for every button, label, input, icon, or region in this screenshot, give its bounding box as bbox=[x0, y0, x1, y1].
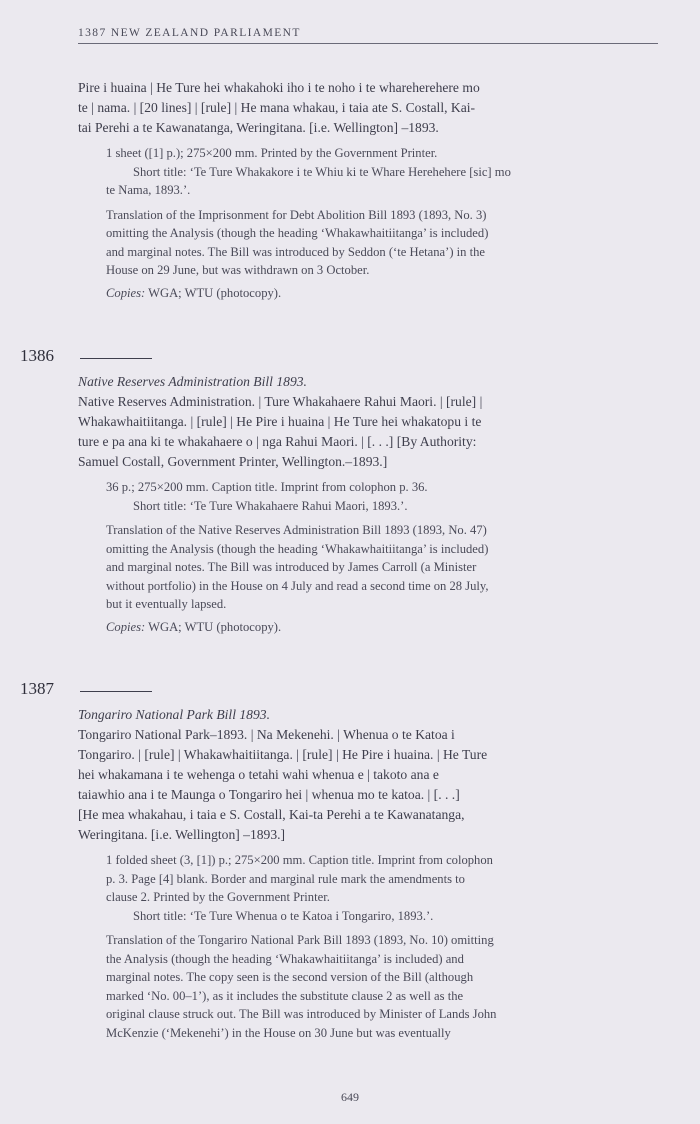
entry-1387 bbox=[78, 705, 660, 1042]
copies-value: WGA; WTU (photocopy). bbox=[145, 619, 282, 634]
note-line: and marginal notes. The Bill was introduced by Seddon (‘te Hetana’) in the bbox=[106, 244, 485, 259]
title-line: Native Reserves Administration. | Ture Whakahaere Rahui Maori. | [rule] | bbox=[78, 394, 483, 409]
physical-description: 1 folded sheet (3, [1]) p.; 275×200 mm. Caption title. Imprint from colophon bbox=[106, 853, 493, 867]
title-line: [He mea whakahau, i taia e S. Costall, Kai-ta Perehi a te Kawanatanga, bbox=[78, 807, 465, 822]
entry-1386 bbox=[78, 372, 660, 636]
note-line: House on 29 June, but was withdrawn on 3 October. bbox=[106, 263, 370, 277]
note-line: original clause struck out. The Bill was introduced by Minister of Lands John bbox=[106, 1007, 497, 1021]
physical-description: 36 p.; 275×200 mm. Caption title. Imprint from colophon p. 36. bbox=[106, 480, 428, 494]
page-number: 649 bbox=[341, 1090, 359, 1104]
note-line: omitting the Analysis (though the heading ‘Whakawhaitiitanga’ is included) bbox=[106, 541, 489, 556]
physical-description: clause 2. Printed by the Government Printer. bbox=[106, 890, 330, 904]
short-title-line: Short title: ‘Te Ture Whakakore i te Whiu ki te Whare Herehehere [sic] mo bbox=[133, 164, 511, 179]
physical-description: p. 3. Page [4] blank. Border and marginal rule mark the amendments to bbox=[106, 871, 465, 886]
copies-value: WGA; WTU (photocopy). bbox=[145, 285, 282, 300]
entry-dash bbox=[80, 691, 152, 692]
title-line: taiawhio ana i te Maunga o Tongariro hei | whenua mo te katoa. | [. . .] bbox=[78, 787, 460, 802]
title-line: Tongariro. | [rule] | Whakawhaitiitanga. | [rule] | He Pire i huaina. | He Ture bbox=[78, 747, 488, 762]
physical-description: 1 sheet ([1] p.); 275×200 mm. Printed by the Government Printer. bbox=[106, 146, 438, 160]
title-line: Pire i huaina | He Ture hei whakahoki iho i te noho i te whareherehere mo bbox=[78, 80, 480, 95]
note-line: and marginal notes. The Bill was introduced by James Carroll (a Minister bbox=[106, 560, 477, 574]
note-line: without portfolio) in the House on 4 July and read a second time on 28 July, bbox=[106, 578, 489, 593]
title-line: ture e pa ana ki te whakahaere o | nga Rahui Maori. | [. . .] [By Authority: bbox=[78, 434, 477, 449]
note-line: marginal notes. The copy seen is the second version of the Bill (although bbox=[106, 970, 474, 984]
note-line: omitting the Analysis (though the heading ‘Whakawhaitiitanga’ is included) bbox=[106, 226, 489, 240]
note-line: Translation of the Native Reserves Administration Bill 1893 (1893, No. 47) bbox=[106, 523, 487, 537]
note-line: Translation of the Imprisonment for Debt Abolition Bill 1893 (1893, No. 3) bbox=[106, 207, 487, 222]
title-line: hei whakamana i te wehenga o tetahi wahi whenua e | takoto ana e bbox=[78, 767, 439, 782]
copies-line bbox=[106, 284, 660, 303]
note-line: but it eventually lapsed. bbox=[106, 597, 227, 611]
title-line: Samuel Costall, Government Printer, Wellington.–1893.] bbox=[78, 454, 388, 469]
copies-line bbox=[106, 618, 660, 637]
note-line: McKenzie (‘Mekenehi’) in the House on 30 June but was eventually bbox=[106, 1025, 451, 1040]
note-line: Translation of the Tongariro National Park Bill 1893 (1893, No. 10) omitting bbox=[106, 933, 494, 947]
title-line: Tongariro National Park–1893. | Na Mekenehi. | Whenua o te Katoa i bbox=[78, 727, 455, 742]
short-title: Short title: ‘Te Ture Whakahaere Rahui Maori, 1893.’. bbox=[133, 498, 408, 513]
entry-title: Tongariro National Park Bill 1893. bbox=[78, 707, 270, 722]
short-title: Short title: ‘Te Ture Whenua o te Katoa i Tongariro, 1893.’. bbox=[133, 908, 434, 923]
short-title-line: te Nama, 1893.’. bbox=[106, 183, 191, 197]
title-line: Weringitana. [i.e. Wellington] –1893.] bbox=[78, 827, 286, 842]
note-line: marked ‘No. 00–1’), as it includes the substitute clause 2 as well as the bbox=[106, 988, 464, 1003]
entry-title: Native Reserves Administration Bill 1893. bbox=[78, 374, 307, 389]
entry-prev bbox=[78, 78, 660, 302]
copies-label: Copies: bbox=[106, 285, 146, 300]
title-line: te | nama. | [20 lines] | [rule] | He mana whakau, i taia ate S. Costall, Kai- bbox=[78, 100, 476, 115]
title-line: Whakawhaitiitanga. | [rule] | He Pire i huaina | He Ture hei whakatopu i te bbox=[78, 414, 482, 429]
entry-number: 1386 bbox=[20, 346, 54, 365]
note-line: the Analysis (though the heading ‘Whakawhaitiitanga’ is included) and bbox=[106, 951, 464, 966]
running-head: 1387 NEW ZEALAND PARLIAMENT bbox=[78, 27, 301, 39]
entry-number: 1387 bbox=[20, 679, 54, 698]
copies-label: Copies: bbox=[106, 619, 146, 634]
entry-dash bbox=[80, 358, 152, 359]
header-rule bbox=[78, 43, 658, 44]
title-line: tai Perehi a te Kawanatanga, Weringitana. [i.e. Wellington] –1893. bbox=[78, 120, 439, 135]
